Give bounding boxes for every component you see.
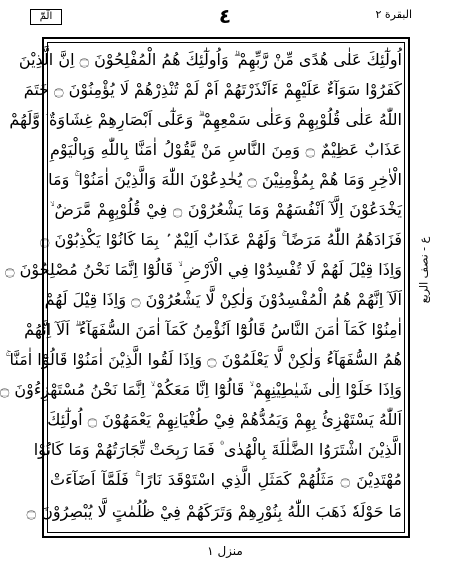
- text-line-1: اُولٰٓئِكَ عَلٰى هُدًى مِّنْ رَّبِّهِمْ ۗ وَاُولٰٓئِكَ هُمُ الْمُفْلِحُوْنَ ۝ اِنَّ الَّذِيْنَ: [18, 50, 402, 69]
- text-line-11: هُمُ السُّفَهَآءُ وَلٰكِنْ لَّا يَعْلَمُوْنَ ۝ وَاِذَا لَقُوا الَّذِيْنَ اٰمَنُوْا قَالُوْٓا اٰمَنَّا ۚ: [5, 350, 402, 369]
- text-line-4: عَذَابٌ عَظِيْمٌ ۝ وَمِنَ النَّاسِ مَنْ يَّقُوْلُ اٰمَنَّا بِاللّٰهِ وَبِالْيَوْمِ: [50, 140, 402, 159]
- text-line-15: مُهْتَدِيْنَ ۝ مَثَلُهُمْ كَمَثَلِ الَّذِي اسْتَوْقَدَ نَارًا ۚ فَلَمَّآ اَضَآءَتْ: [50, 470, 403, 489]
- text-line-9: اَلَآ اِنَّهُمْ هُمُ الْمُفْسِدُوْنَ وَلٰكِنْ لَّا يَشْعُرُوْنَ ۝ وَاِذَا قِيْلَ لَهُمْ: [44, 290, 402, 309]
- text-line-14: الَّذِيْنَ اشْتَرَوُا الضَّلٰلَةَ بِالْهُدٰى ۠ فَمَا رَبِحَتْ تِّجَارَتُهُمْ وَمَا كَانُوْا: [33, 440, 402, 459]
- text-line-8: وَاِذَا قِيْلَ لَهُمْ لَا تُفْسِدُوْا فِي الْاَرْضِ ۙ قَالُوْٓا اِنَّمَا نَحْنُ مُصْلِحُوْنَ ۝: [5, 260, 402, 279]
- text-line-10: اٰمِنُوْا كَمَآ اٰمَنَ النَّاسُ قَالُوْٓا اَنُؤْمِنُ كَمَآ اٰمَنَ السُّفَهَآءُ ۗ اَلَآ اِنَّهُمْ: [24, 320, 402, 339]
- margin-note-text: ع - نصف الربع: [417, 236, 431, 304]
- text-line-13: اَللّٰهُ يَسْتَهْزِئُ بِهِمْ وَيَمُدُّهُمْ فِيْ طُغْيَانِهِمْ يَعْمَهُوْنَ ۝ اُولٰٓئِكَ: [47, 410, 402, 429]
- margin-note: [414, 215, 434, 325]
- page-number: ٤: [218, 4, 232, 28]
- juz-label: البقرة ٢: [375, 8, 412, 21]
- text-line-6: يَخْدَعُوْنَ اِلَّآ اَنْفُسَهُمْ وَمَا يَشْعُرُوْنَ ۝ فِيْ قُلُوْبِهِمْ مَّرَضٌ ۙ: [50, 200, 402, 219]
- manzil-label: منزل ١: [207, 544, 243, 558]
- page-header: [0, 0, 450, 36]
- text-line-2: كَفَرُوْا سَوَآءٌ عَلَيْهِمْ ءَاَنْذَرْتَهُمْ اَمْ لَمْ تُنْذِرْهُمْ لَا يُؤْمِنُوْنَ ۝ خَتَمَ: [23, 80, 402, 99]
- surah-name-label: الٓمّٓ: [30, 9, 62, 25]
- text-line-5: الْاٰخِرِ وَمَا هُمْ بِمُؤْمِنِيْنَ ۝ يُخٰدِعُوْنَ اللّٰهَ وَالَّذِيْنَ اٰمَنُوْا ۚ وَمَا: [48, 170, 402, 189]
- text-line-16: مَا حَوْلَهٗ ذَهَبَ اللّٰهُ بِنُوْرِهِمْ وَتَرَكَهُمْ فِيْ ظُلُمٰتٍ لَّا يُبْصِرُوْنَ ۝: [26, 502, 402, 521]
- text-line-7: فَزَادَهُمُ اللّٰهُ مَرَضًا ۚ وَلَهُمْ عَذَابٌ اَلِيْمٌ ۢ بِمَا كَانُوْا يَكْذِبُوْنَ ۝: [40, 230, 402, 249]
- text-line-3: اللّٰهُ عَلٰى قُلُوْبِهِمْ وَعَلٰى سَمْعِهِمْ ۗ وَعَلٰٓى اَبْصَارِهِمْ غِشَاوَةٌ ؗ وَّلَهُمْ: [9, 110, 402, 129]
- text-line-12: وَاِذَا خَلَوْا اِلٰى شَيٰطِيْنِهِمْ ۙ قَالُوْٓا اِنَّا مَعَكُمْ ۙ اِنَّمَا نَحْنُ مُسْتَهْزِءُوْنَ ۝: [0, 380, 402, 399]
- quran-text-body: [0, 45, 403, 530]
